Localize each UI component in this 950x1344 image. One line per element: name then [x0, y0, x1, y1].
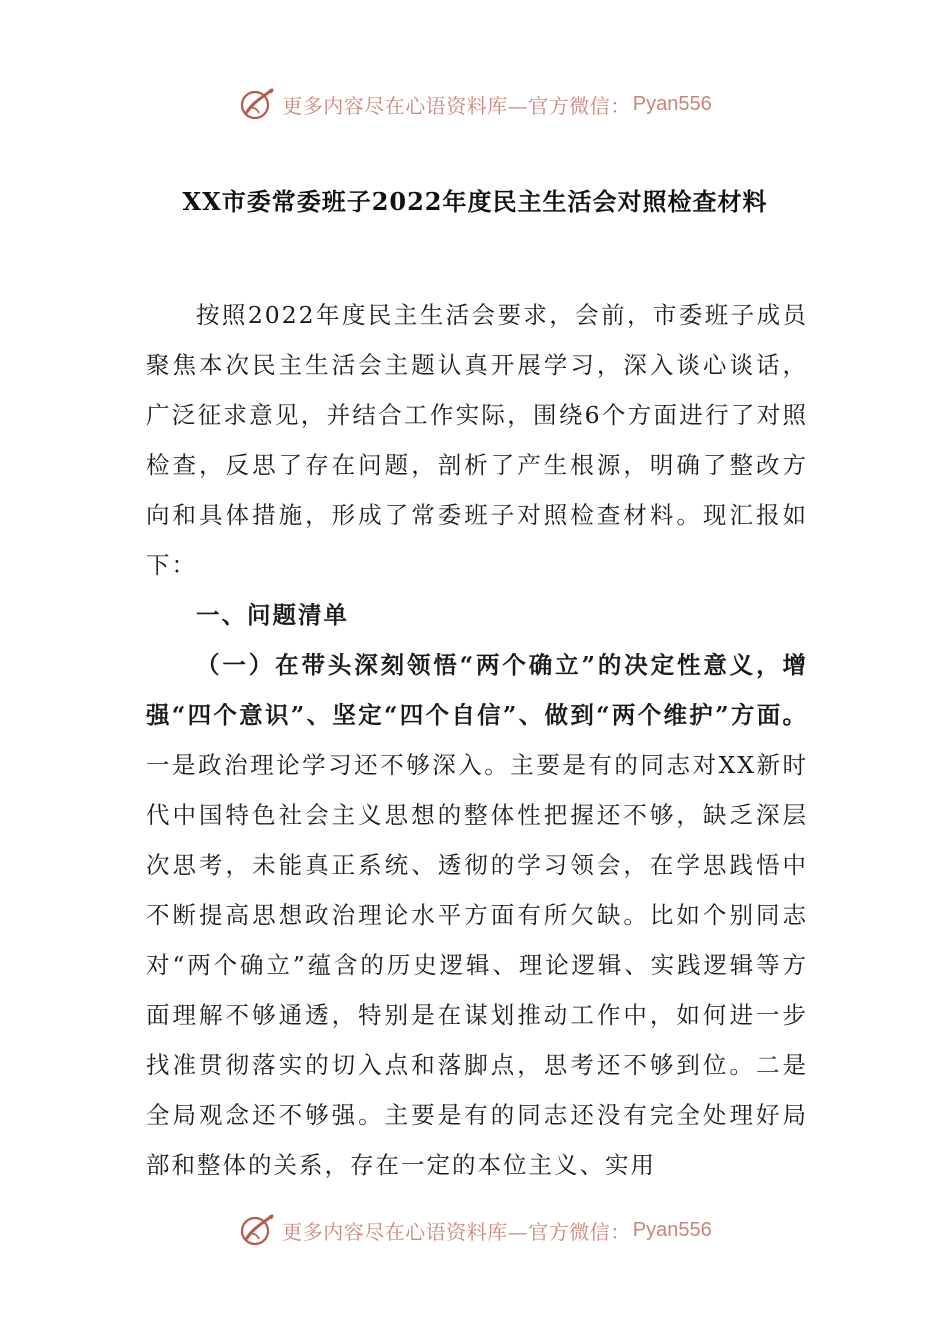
watermark-header	[0, 84, 950, 124]
brush-logo-icon	[238, 1210, 278, 1250]
document-body	[146, 290, 808, 1190]
intro-paragraph: 按照2022年度民主生活会要求，会前，市委班子成员聚焦本次民主生活会主题认真开展学习，深入谈心谈话，广泛征求意见，并结合工作实际，围绕6个方面进行了对照检查，反思了存在问题，剖析了产生根源，明确了整改方向和具体措施，形成了常委班子对照检查材料。现汇报如下：	[146, 301, 808, 579]
document-title: XX市委常委班子2022年度民主生活会对照检查材料	[182, 187, 768, 216]
watermark-footer	[0, 1210, 950, 1250]
subsection-heading: （一）在带头深刻领悟“两个确立”的决定性意义，增强“四个意识”、坚定“四个自信”、做到“两个维护”方面。	[146, 651, 808, 729]
watermark-text: 更多内容尽在心语资料库—官方微信：	[282, 93, 631, 118]
brush-logo-icon	[238, 84, 278, 124]
watermark-wechat-id: Pyan556	[632, 1218, 712, 1241]
watermark-text: 更多内容尽在心语资料库—官方微信：	[282, 1219, 631, 1244]
watermark-wechat-id: Pyan556	[632, 92, 712, 115]
subsection-body: 一是政治理论学习还不够深入。主要是有的同志对XX新时代中国特色社会主义思想的整体性把握还不够，缺乏深层次思考，未能真正系统、透彻的学习领会，在学思践悟中不断提高思想政治理论水平方面有所欠缺。比如个别同志对“两个确立”蕴含的历史逻辑、理论逻辑、实践逻辑等方面理解不够通透，特别是在谋划推动工作中，如何进一步找准贯彻落实的切入点和落脚点，思考还不够到位。二是全局观念还不够强。主要是有的同志还没有完全处理好局部和整体的关系，存在一定的本位主义、实用	[146, 751, 808, 1179]
section-heading: 一、问题清单	[196, 601, 349, 629]
subsection-paragraph	[146, 640, 808, 1190]
